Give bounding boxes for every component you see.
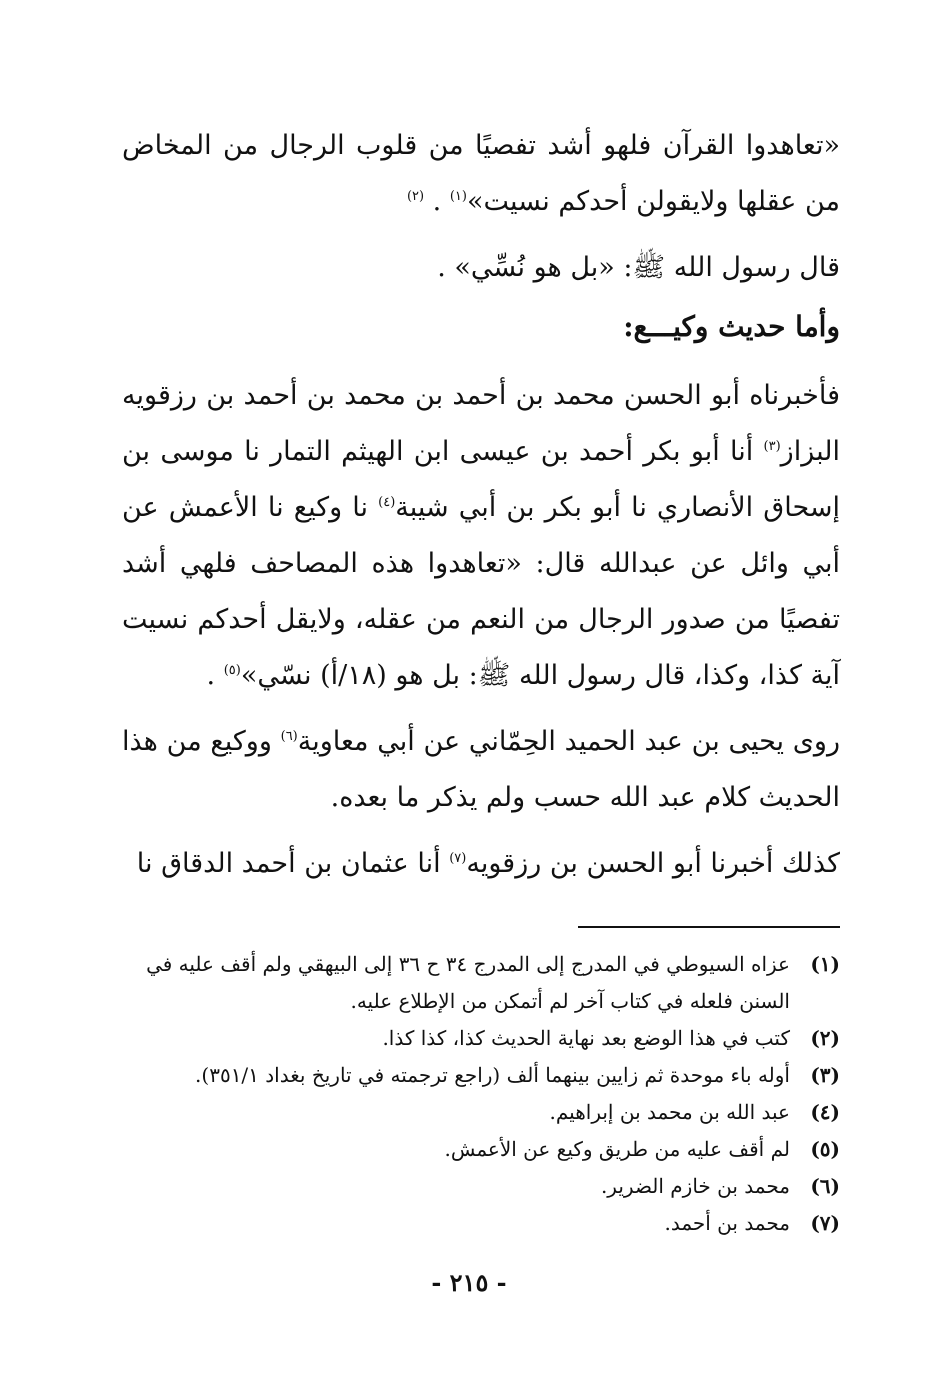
footnote-text: عبد الله بن محمد بن إبراهيم. [549,1100,790,1124]
footnote-ref-4: (٤) [378,495,396,510]
footnotes-section [128,946,840,1242]
footnote-number: (٥) [810,1137,840,1161]
footnote-text: كتب في هذا الوضع بعد نهاية الحديث كذا، كذا كذا. [382,1026,790,1050]
footnote-ref-5: (٥) [223,663,241,678]
paragraph-3-text-a: فأخبرناه أبو الحسن محمد بن أحمد بن محمد بن أحمد بن رزقويه البزاز [122,380,840,467]
paragraph-3 [122,368,840,704]
paragraph-4-text-b: ووكيع من هذا الحديث كلام عبد الله حسب ولم يذكر ما بعده. [122,726,840,813]
paragraph-5-text-b: أنا عثمان بن أحمد الدقاق نا [136,848,450,879]
footnote-text: محمد بن أحمد. [664,1211,790,1235]
paragraph-2: قال رسول الله ﷺ: «بل هو نُسِّي» . [437,252,840,283]
footnote-2 [128,1020,840,1057]
paragraph-4-text-a: روى يحيى بن عبد الحميد الحِمّاني عن أبي معاوية [297,726,841,757]
paragraph-4 [122,714,840,826]
footnote-text: أوله باء موحدة ثم زايين بينهما ألف (راجع ترجمته في تاريخ بغداد ٣٥١/١). [195,1063,790,1087]
footnote-7 [128,1205,840,1242]
footnote-text: محمد بن خازم الضرير. [600,1174,790,1198]
footnote-ref-2: (٢) [406,189,425,204]
footnote-number: (١) [810,952,840,976]
paragraph-3-text-b: أنا أبو بكر أحمد بن عيسى ابن الهيثم التمار نا موسى بن إسحاق الأنصاري نا أبو بكر بن أبي شيبة [122,436,840,523]
paragraph-5-text-a: كذلك أخبرنا أبو الحسن بن رزقويه [466,848,840,879]
main-text [122,118,840,892]
footnote-ref-6: (٦) [280,729,298,744]
page-number: - ٢١٥ - [431,1268,507,1297]
footnote-number: (٢) [810,1026,840,1050]
paragraph-3-end: . [206,660,224,691]
footnote-ref-3: (٣) [763,439,781,454]
footnote-number: (٤) [810,1100,840,1124]
paragraph-1-text: «تعاهدوا القرآن فلهو أشد تفصيًا من قلوب الرجال من المخاض من عقلها ولايقولن أحدكم نسيت» [122,130,840,217]
footnote-number: (٧) [810,1211,840,1235]
footnote-4 [128,1094,840,1131]
footnote-number: (٦) [810,1174,840,1198]
footnote-ref-7: (٧) [449,851,467,866]
footnote-number: (٣) [810,1063,840,1087]
paragraph-3-text-c: نا وكيع نا الأعمش عن أبي وائل عن عبدالله قال: «تعاهدوا هذه المصاحف فلهي أشد تفصيًا من صدور الرجال من النعم من عقله، ولايقل أحدكم نسيت آية كذا، وكذا، قال رسول الله ﷺ: بل هو (١٨/أ) نسّي» [122,492,840,691]
paragraph-1 [122,118,840,230]
footnote-ref-1: (١) [449,189,467,204]
footnote-6 [128,1168,840,1205]
footnote-text: لم أقف عليه من طريق وكيع عن الأعمش. [444,1137,790,1161]
paragraph-5 [122,836,840,892]
footnote-1 [128,946,840,1020]
paragraph-1-mid: . [424,186,450,217]
footnote-3 [128,1057,840,1094]
section-heading: وأما حديث وكيـــع: [623,310,840,343]
footnote-5 [128,1131,840,1168]
footnote-divider [578,926,840,928]
footnote-text: عزاه السيوطي في المدرج إلى المدرج ٣٤ ح ٣٦ إلى البيهقي ولم أقف عليه في السنن فلعله في كتاب آخر لم أتمكن من الإطلاع عليه. [146,952,790,1013]
